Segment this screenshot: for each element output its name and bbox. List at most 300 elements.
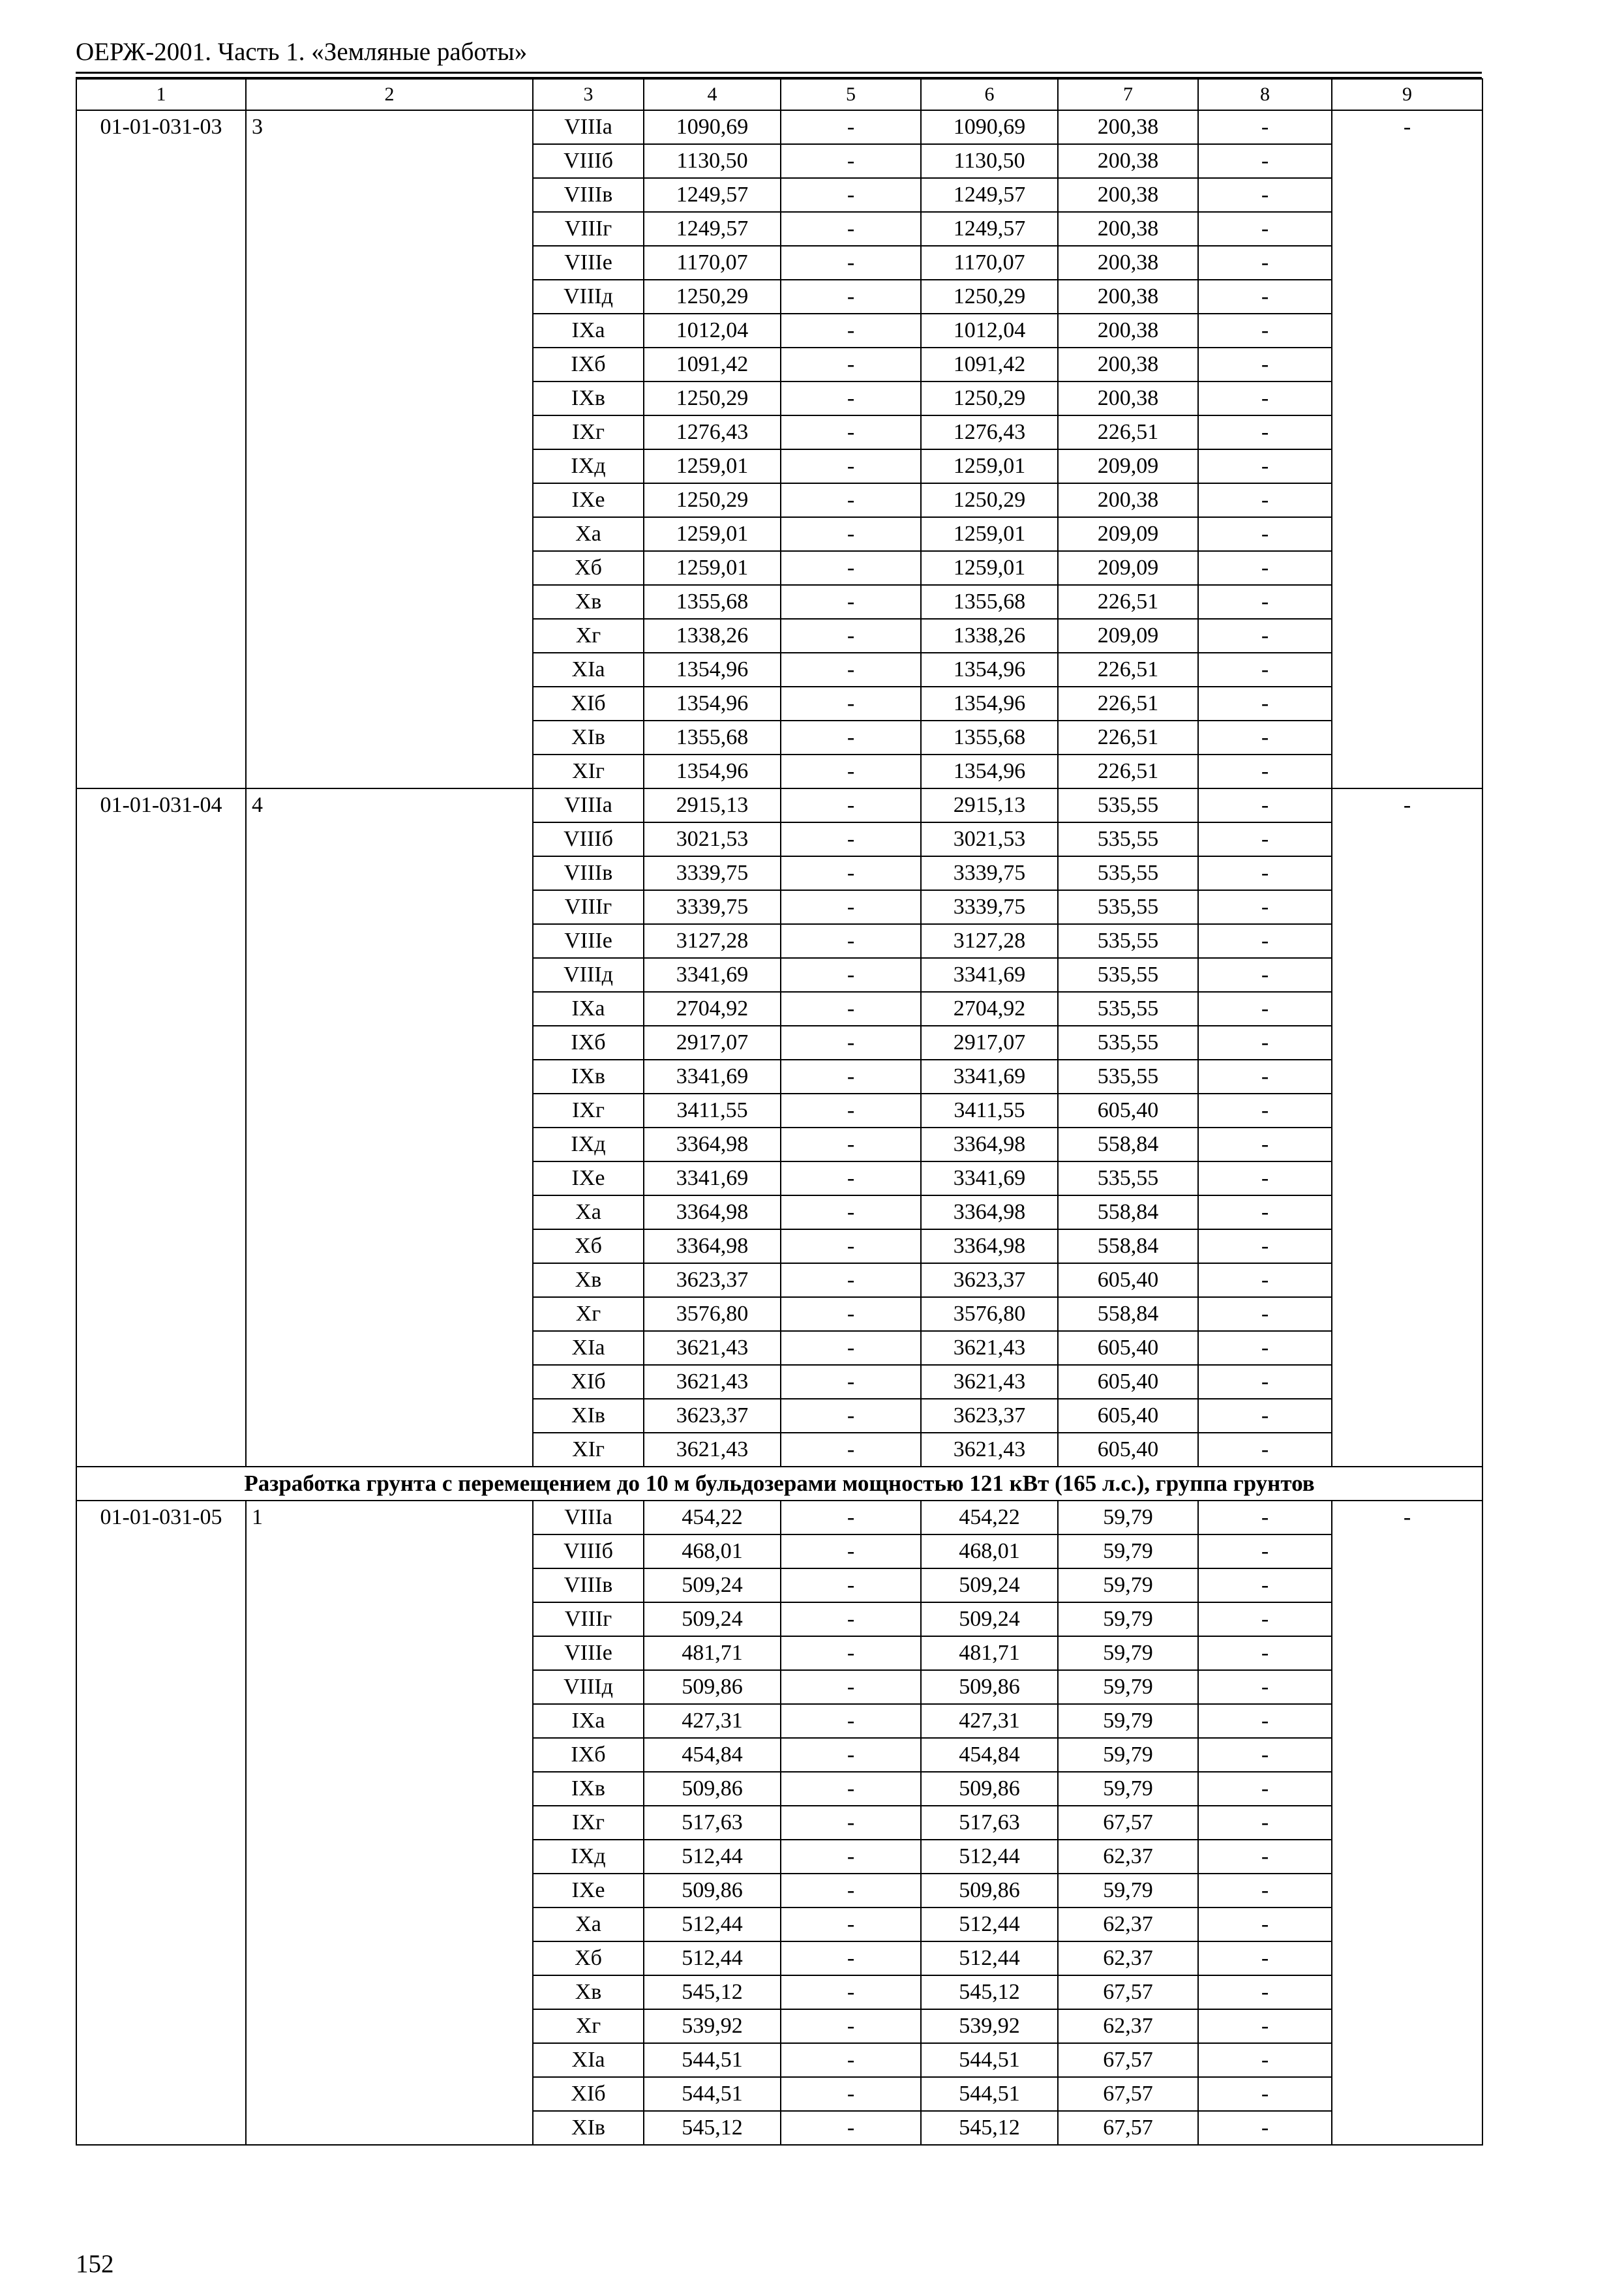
- col8-cell: -: [1198, 2077, 1332, 2111]
- grade-cell: XIб: [533, 2077, 644, 2111]
- grade-cell: VIIIа: [533, 110, 644, 144]
- col7-cell: 200,38: [1058, 483, 1198, 517]
- grade-cell: IXд: [533, 1128, 644, 1161]
- col6-cell: 3127,28: [921, 924, 1058, 958]
- col7-cell: 558,84: [1058, 1195, 1198, 1229]
- grade-cell: IXб: [533, 1026, 644, 1060]
- col8-cell: -: [1198, 415, 1332, 449]
- col8-cell: -: [1198, 856, 1332, 890]
- page-header-title: ОЕРЖ-2001. Часть 1. «Земляные работы»: [76, 38, 528, 66]
- col7-cell: 535,55: [1058, 1161, 1198, 1195]
- col5-cell: -: [781, 348, 921, 382]
- col7-cell: 535,55: [1058, 1026, 1198, 1060]
- col7-cell: 558,84: [1058, 1229, 1198, 1263]
- col4-cell: 468,01: [644, 1534, 781, 1568]
- col5-cell: -: [781, 280, 921, 314]
- col8-cell: -: [1198, 1501, 1332, 1534]
- col9-cell: -: [1332, 1501, 1482, 2145]
- col8-cell: -: [1198, 144, 1332, 178]
- header-rule-thick: [76, 72, 1482, 74]
- col4-cell: 3621,43: [644, 1331, 781, 1365]
- col6-cell: 3621,43: [921, 1331, 1058, 1365]
- col6-cell: 545,12: [921, 2111, 1058, 2145]
- grade-cell: IXв: [533, 1772, 644, 1806]
- col6-cell: 3623,37: [921, 1263, 1058, 1297]
- grade-cell: VIIIд: [533, 280, 644, 314]
- col6-cell: 512,44: [921, 1941, 1058, 1975]
- col7-cell: 535,55: [1058, 822, 1198, 856]
- col4-cell: 3623,37: [644, 1399, 781, 1433]
- grade-cell: XIа: [533, 2043, 644, 2077]
- col5-cell: -: [781, 1399, 921, 1433]
- col8-cell: -: [1198, 212, 1332, 246]
- col5-cell: -: [781, 1772, 921, 1806]
- col5-cell: -: [781, 585, 921, 619]
- col5-cell: -: [781, 1433, 921, 1467]
- col7-cell: 535,55: [1058, 924, 1198, 958]
- col7-cell: 67,57: [1058, 2111, 1198, 2145]
- col7-cell: 59,79: [1058, 1534, 1198, 1568]
- col4-cell: 509,86: [644, 1670, 781, 1704]
- col6-cell: 1355,68: [921, 585, 1058, 619]
- col7-cell: 200,38: [1058, 382, 1198, 415]
- col6-cell: 3411,55: [921, 1094, 1058, 1128]
- col7-cell: 605,40: [1058, 1331, 1198, 1365]
- col6-cell: 509,86: [921, 1874, 1058, 1908]
- column-number: 9: [1332, 79, 1482, 110]
- col4-cell: 512,44: [644, 1908, 781, 1941]
- grade-cell: XIг: [533, 755, 644, 788]
- col5-cell: -: [781, 1094, 921, 1128]
- grade-cell: VIIIг: [533, 890, 644, 924]
- col6-cell: 1250,29: [921, 280, 1058, 314]
- col8-cell: -: [1198, 382, 1332, 415]
- grade-cell: Xа: [533, 517, 644, 551]
- col4-cell: 3364,98: [644, 1128, 781, 1161]
- col6-cell: 3021,53: [921, 822, 1058, 856]
- col5-cell: -: [781, 1026, 921, 1060]
- grade-cell: VIIIб: [533, 144, 644, 178]
- col6-cell: 454,22: [921, 1501, 1058, 1534]
- grade-cell: IXг: [533, 1094, 644, 1128]
- grade-cell: IXд: [533, 449, 644, 483]
- col6-cell: 1170,07: [921, 246, 1058, 280]
- col4-cell: 3621,43: [644, 1433, 781, 1467]
- col5-cell: -: [781, 890, 921, 924]
- col7-cell: 200,38: [1058, 280, 1198, 314]
- col6-cell: 1338,26: [921, 619, 1058, 653]
- col8-cell: -: [1198, 687, 1332, 721]
- grade-cell: IXб: [533, 348, 644, 382]
- grade-cell: Xа: [533, 1908, 644, 1941]
- col4-cell: 3411,55: [644, 1094, 781, 1128]
- col4-cell: 539,92: [644, 2009, 781, 2043]
- col4-cell: 544,51: [644, 2043, 781, 2077]
- col8-cell: -: [1198, 2043, 1332, 2077]
- col5-cell: -: [781, 1941, 921, 1975]
- col6-cell: 1259,01: [921, 517, 1058, 551]
- rate-name: 4: [246, 788, 533, 1467]
- rates-table-body: [76, 79, 1482, 2145]
- col5-cell: -: [781, 1568, 921, 1602]
- col8-cell: -: [1198, 1433, 1332, 1467]
- col7-cell: 200,38: [1058, 110, 1198, 144]
- column-number: 2: [246, 79, 533, 110]
- col8-cell: -: [1198, 1365, 1332, 1399]
- rates-table: [76, 78, 1483, 2146]
- col5-cell: -: [781, 958, 921, 992]
- col8-cell: -: [1198, 1806, 1332, 1840]
- grade-cell: IXв: [533, 1060, 644, 1094]
- col7-cell: 59,79: [1058, 1670, 1198, 1704]
- column-number-row: [76, 79, 1482, 110]
- col5-cell: -: [781, 1636, 921, 1670]
- col6-cell: 544,51: [921, 2043, 1058, 2077]
- col5-cell: -: [781, 1874, 921, 1908]
- col6-cell: 3341,69: [921, 958, 1058, 992]
- col6-cell: 509,86: [921, 1670, 1058, 1704]
- col7-cell: 200,38: [1058, 178, 1198, 212]
- col5-cell: -: [781, 517, 921, 551]
- grade-cell: VIIIг: [533, 212, 644, 246]
- grade-cell: VIIIв: [533, 856, 644, 890]
- col7-cell: 200,38: [1058, 348, 1198, 382]
- col8-cell: -: [1198, 1297, 1332, 1331]
- col4-cell: 545,12: [644, 1975, 781, 2009]
- grade-cell: XIб: [533, 1365, 644, 1399]
- grade-cell: IXб: [533, 1738, 644, 1772]
- col6-cell: 3339,75: [921, 890, 1058, 924]
- grade-cell: XIв: [533, 721, 644, 755]
- col7-cell: 200,38: [1058, 144, 1198, 178]
- col6-cell: 427,31: [921, 1704, 1058, 1738]
- col7-cell: 59,79: [1058, 1874, 1198, 1908]
- grade-cell: Xб: [533, 1941, 644, 1975]
- rate-code: 01-01-031-03: [76, 110, 246, 788]
- col7-cell: 558,84: [1058, 1297, 1198, 1331]
- col4-cell: 3341,69: [644, 958, 781, 992]
- col4-cell: 3341,69: [644, 1161, 781, 1195]
- col5-cell: -: [781, 483, 921, 517]
- col4-cell: 1276,43: [644, 415, 781, 449]
- col7-cell: 535,55: [1058, 856, 1198, 890]
- col6-cell: 517,63: [921, 1806, 1058, 1840]
- col8-cell: -: [1198, 1636, 1332, 1670]
- col5-cell: -: [781, 551, 921, 585]
- grade-cell: IXе: [533, 483, 644, 517]
- grade-cell: XIа: [533, 653, 644, 687]
- col8-cell: -: [1198, 246, 1332, 280]
- col7-cell: 200,38: [1058, 212, 1198, 246]
- col6-cell: 509,86: [921, 1772, 1058, 1806]
- col6-cell: 1354,96: [921, 755, 1058, 788]
- col4-cell: 1338,26: [644, 619, 781, 653]
- grade-cell: XIа: [533, 1331, 644, 1365]
- grade-cell: VIIIб: [533, 822, 644, 856]
- grade-cell: IXг: [533, 1806, 644, 1840]
- col5-cell: -: [781, 2077, 921, 2111]
- col6-cell: 1091,42: [921, 348, 1058, 382]
- col7-cell: 226,51: [1058, 585, 1198, 619]
- col5-cell: -: [781, 2111, 921, 2145]
- col8-cell: -: [1198, 958, 1332, 992]
- grade-cell: VIIIе: [533, 924, 644, 958]
- col6-cell: 3364,98: [921, 1195, 1058, 1229]
- col6-cell: 545,12: [921, 1975, 1058, 2009]
- column-number: 4: [644, 79, 781, 110]
- col5-cell: -: [781, 314, 921, 348]
- col6-cell: 1355,68: [921, 721, 1058, 755]
- col5-cell: -: [781, 755, 921, 788]
- grade-cell: IXв: [533, 382, 644, 415]
- col8-cell: -: [1198, 924, 1332, 958]
- col4-cell: 1090,69: [644, 110, 781, 144]
- col6-cell: 512,44: [921, 1840, 1058, 1874]
- col4-cell: 512,44: [644, 1941, 781, 1975]
- col4-cell: 3576,80: [644, 1297, 781, 1331]
- col7-cell: 226,51: [1058, 755, 1198, 788]
- col5-cell: -: [781, 687, 921, 721]
- grade-cell: XIв: [533, 1399, 644, 1433]
- col8-cell: -: [1198, 483, 1332, 517]
- col4-cell: 1354,96: [644, 653, 781, 687]
- col7-cell: 59,79: [1058, 1568, 1198, 1602]
- col7-cell: 605,40: [1058, 1433, 1198, 1467]
- col5-cell: -: [781, 1365, 921, 1399]
- col4-cell: 1249,57: [644, 212, 781, 246]
- col6-cell: 509,24: [921, 1602, 1058, 1636]
- col6-cell: 3364,98: [921, 1229, 1058, 1263]
- table-row: [76, 1501, 1482, 1534]
- grade-cell: Xб: [533, 551, 644, 585]
- col5-cell: -: [781, 1908, 921, 1941]
- col7-cell: 200,38: [1058, 246, 1198, 280]
- col5-cell: -: [781, 1704, 921, 1738]
- col4-cell: 3339,75: [644, 890, 781, 924]
- col5-cell: -: [781, 1840, 921, 1874]
- col8-cell: -: [1198, 1840, 1332, 1874]
- col5-cell: -: [781, 2043, 921, 2077]
- col9-cell: -: [1332, 788, 1482, 1467]
- col4-cell: 2917,07: [644, 1026, 781, 1060]
- col8-cell: -: [1198, 822, 1332, 856]
- col7-cell: 558,84: [1058, 1128, 1198, 1161]
- col4-cell: 3623,37: [644, 1263, 781, 1297]
- col5-cell: -: [781, 144, 921, 178]
- page-number: 152: [76, 2250, 114, 2278]
- col6-cell: 1249,57: [921, 212, 1058, 246]
- grade-cell: IXа: [533, 1704, 644, 1738]
- col6-cell: 1354,96: [921, 653, 1058, 687]
- col8-cell: -: [1198, 551, 1332, 585]
- col7-cell: 535,55: [1058, 992, 1198, 1026]
- col7-cell: 226,51: [1058, 687, 1198, 721]
- grade-cell: Xб: [533, 1229, 644, 1263]
- col7-cell: 535,55: [1058, 1060, 1198, 1094]
- col6-cell: 1012,04: [921, 314, 1058, 348]
- col5-cell: -: [781, 2009, 921, 2043]
- col4-cell: 509,24: [644, 1602, 781, 1636]
- col8-cell: -: [1198, 1263, 1332, 1297]
- col5-cell: -: [781, 1195, 921, 1229]
- col4-cell: 1355,68: [644, 721, 781, 755]
- col4-cell: 454,22: [644, 1501, 781, 1534]
- grade-cell: XIб: [533, 687, 644, 721]
- col7-cell: 209,09: [1058, 551, 1198, 585]
- col7-cell: 605,40: [1058, 1399, 1198, 1433]
- col4-cell: 3364,98: [644, 1229, 781, 1263]
- grade-cell: VIIIв: [533, 178, 644, 212]
- col4-cell: 1354,96: [644, 755, 781, 788]
- col6-cell: 468,01: [921, 1534, 1058, 1568]
- grade-cell: XIв: [533, 2111, 644, 2145]
- col4-cell: 1249,57: [644, 178, 781, 212]
- col4-cell: 1170,07: [644, 246, 781, 280]
- col5-cell: -: [781, 178, 921, 212]
- col5-cell: -: [781, 1161, 921, 1195]
- col8-cell: -: [1198, 1704, 1332, 1738]
- col5-cell: -: [781, 1501, 921, 1534]
- col6-cell: 3341,69: [921, 1060, 1058, 1094]
- col4-cell: 1259,01: [644, 517, 781, 551]
- column-number: 1: [76, 79, 246, 110]
- col7-cell: 59,79: [1058, 1501, 1198, 1534]
- grade-cell: Xв: [533, 585, 644, 619]
- col6-cell: 3339,75: [921, 856, 1058, 890]
- col7-cell: 200,38: [1058, 314, 1198, 348]
- col5-cell: -: [781, 924, 921, 958]
- col8-cell: -: [1198, 2009, 1332, 2043]
- grade-cell: IXа: [533, 992, 644, 1026]
- col7-cell: 62,37: [1058, 1908, 1198, 1941]
- col8-cell: -: [1198, 314, 1332, 348]
- col8-cell: -: [1198, 1874, 1332, 1908]
- col5-cell: -: [781, 1806, 921, 1840]
- col4-cell: 3021,53: [644, 822, 781, 856]
- grade-cell: VIIIг: [533, 1602, 644, 1636]
- col7-cell: 62,37: [1058, 1840, 1198, 1874]
- col8-cell: -: [1198, 653, 1332, 687]
- col6-cell: 1249,57: [921, 178, 1058, 212]
- col8-cell: -: [1198, 2111, 1332, 2145]
- col7-cell: 209,09: [1058, 619, 1198, 653]
- col4-cell: 509,86: [644, 1772, 781, 1806]
- col5-cell: -: [781, 721, 921, 755]
- col5-cell: -: [781, 788, 921, 822]
- grade-cell: VIIIд: [533, 1670, 644, 1704]
- grade-cell: XIг: [533, 1433, 644, 1467]
- grade-cell: IXе: [533, 1874, 644, 1908]
- grade-cell: VIIIв: [533, 1568, 644, 1602]
- col5-cell: -: [781, 110, 921, 144]
- col8-cell: -: [1198, 1094, 1332, 1128]
- col8-cell: -: [1198, 890, 1332, 924]
- col8-cell: -: [1198, 721, 1332, 755]
- col6-cell: 1250,29: [921, 382, 1058, 415]
- col8-cell: -: [1198, 178, 1332, 212]
- col7-cell: 67,57: [1058, 2077, 1198, 2111]
- col7-cell: 209,09: [1058, 449, 1198, 483]
- col6-cell: 3623,37: [921, 1399, 1058, 1433]
- col5-cell: -: [781, 1534, 921, 1568]
- col8-cell: -: [1198, 1772, 1332, 1806]
- col4-cell: 1012,04: [644, 314, 781, 348]
- col4-cell: 1354,96: [644, 687, 781, 721]
- col7-cell: 59,79: [1058, 1738, 1198, 1772]
- col4-cell: 2704,92: [644, 992, 781, 1026]
- grade-cell: Xг: [533, 619, 644, 653]
- col8-cell: -: [1198, 619, 1332, 653]
- col5-cell: -: [781, 1975, 921, 2009]
- col8-cell: -: [1198, 1534, 1332, 1568]
- col7-cell: 67,57: [1058, 2043, 1198, 2077]
- col8-cell: -: [1198, 1331, 1332, 1365]
- col4-cell: 3621,43: [644, 1365, 781, 1399]
- col4-cell: 509,24: [644, 1568, 781, 1602]
- col6-cell: 3341,69: [921, 1161, 1058, 1195]
- col4-cell: 1130,50: [644, 144, 781, 178]
- col7-cell: 226,51: [1058, 415, 1198, 449]
- grade-cell: IXг: [533, 415, 644, 449]
- col4-cell: 3339,75: [644, 856, 781, 890]
- col8-cell: -: [1198, 1941, 1332, 1975]
- col8-cell: -: [1198, 1026, 1332, 1060]
- col7-cell: 67,57: [1058, 1806, 1198, 1840]
- col6-cell: 3621,43: [921, 1365, 1058, 1399]
- grade-cell: Xг: [533, 1297, 644, 1331]
- column-number: 3: [533, 79, 644, 110]
- col7-cell: 67,57: [1058, 1975, 1198, 2009]
- grade-cell: VIIIа: [533, 1501, 644, 1534]
- col5-cell: -: [781, 1297, 921, 1331]
- col5-cell: -: [781, 1331, 921, 1365]
- col4-cell: 544,51: [644, 2077, 781, 2111]
- col4-cell: 481,71: [644, 1636, 781, 1670]
- rate-code: 01-01-031-04: [76, 788, 246, 1467]
- col6-cell: 2915,13: [921, 788, 1058, 822]
- rate-code: 01-01-031-05: [76, 1501, 246, 2145]
- col8-cell: -: [1198, 992, 1332, 1026]
- col5-cell: -: [781, 212, 921, 246]
- col4-cell: 3364,98: [644, 1195, 781, 1229]
- col8-cell: -: [1198, 1161, 1332, 1195]
- col6-cell: 1259,01: [921, 551, 1058, 585]
- grade-cell: Xа: [533, 1195, 644, 1229]
- col7-cell: 59,79: [1058, 1602, 1198, 1636]
- col8-cell: -: [1198, 348, 1332, 382]
- grade-cell: VIIIб: [533, 1534, 644, 1568]
- grade-cell: IXд: [533, 1840, 644, 1874]
- col8-cell: -: [1198, 1670, 1332, 1704]
- section-title: Разработка грунта с перемещением до 10 м бульдозерами мощностью 121 кВт (165 л.с.), группа грунтов: [76, 1467, 1482, 1501]
- col6-cell: 3621,43: [921, 1433, 1058, 1467]
- col5-cell: -: [781, 382, 921, 415]
- col7-cell: 535,55: [1058, 890, 1198, 924]
- col7-cell: 209,09: [1058, 517, 1198, 551]
- table-row: [76, 110, 1482, 144]
- col4-cell: 512,44: [644, 1840, 781, 1874]
- col7-cell: 605,40: [1058, 1263, 1198, 1297]
- col7-cell: 62,37: [1058, 1941, 1198, 1975]
- col8-cell: -: [1198, 110, 1332, 144]
- col8-cell: -: [1198, 1229, 1332, 1263]
- col8-cell: -: [1198, 449, 1332, 483]
- rate-name: 3: [246, 110, 533, 788]
- grade-cell: VIIIд: [533, 958, 644, 992]
- col5-cell: -: [781, 653, 921, 687]
- col8-cell: -: [1198, 1602, 1332, 1636]
- col8-cell: -: [1198, 1128, 1332, 1161]
